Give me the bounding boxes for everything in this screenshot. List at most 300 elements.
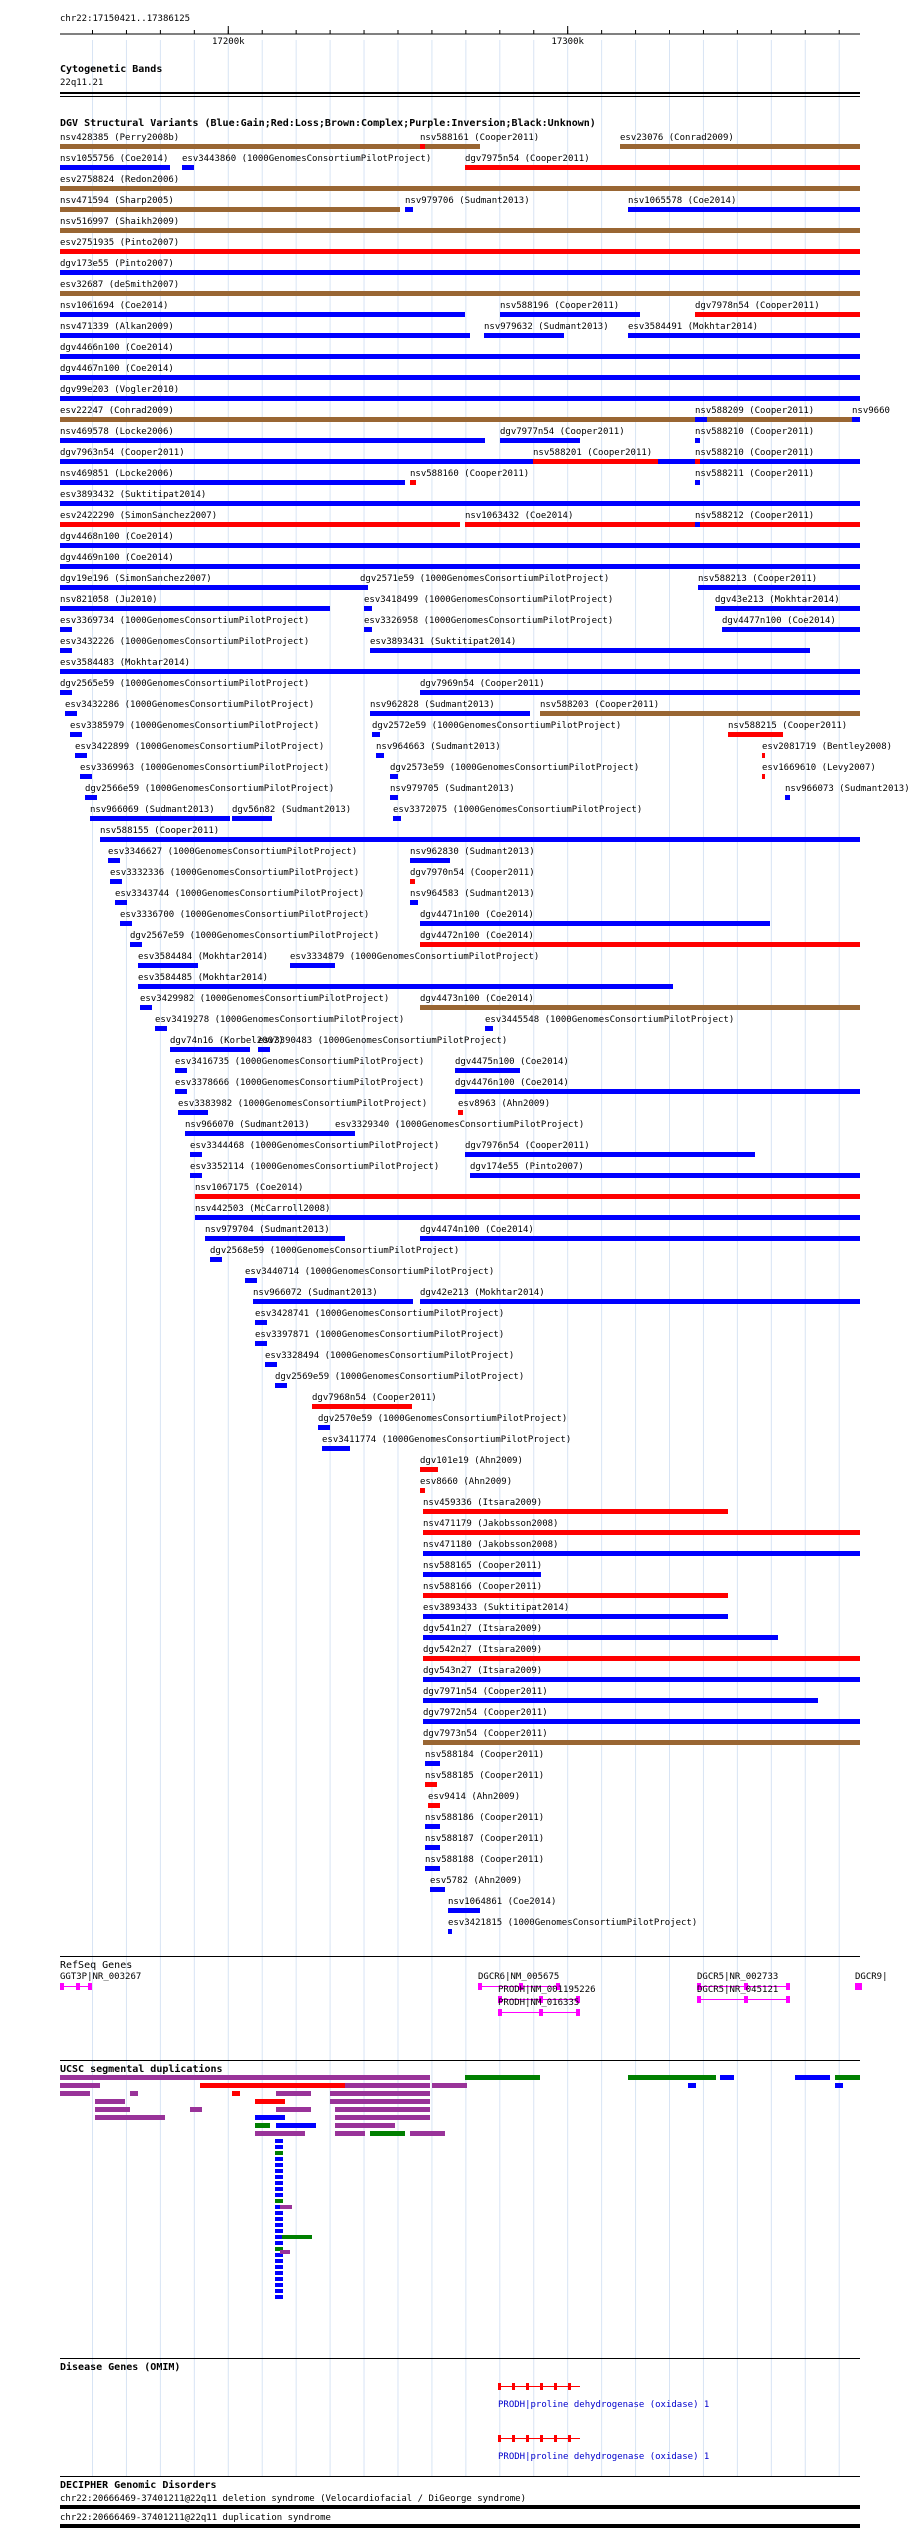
sv-bar[interactable] [420, 1236, 860, 1241]
sv-bar[interactable] [60, 144, 480, 149]
sv-label[interactable]: dgv7970n54 (Cooper2011) [410, 868, 535, 878]
sv-bar[interactable] [110, 879, 122, 884]
sv-label[interactable]: dgv7978n54 (Cooper2011) [695, 301, 820, 311]
sv-bar[interactable] [60, 165, 170, 170]
sv-label[interactable]: esv3893433 (Suktitipat2014) [423, 1603, 570, 1613]
segmental-duplication[interactable] [255, 2115, 285, 2120]
sv-label[interactable]: dgv7975n54 (Cooper2011) [465, 154, 590, 164]
segmental-duplication[interactable] [275, 2271, 283, 2275]
segmental-duplication[interactable] [275, 2229, 283, 2233]
omim-label[interactable]: PRODH|proline dehydrogenase (oxidase) 1 [498, 2400, 710, 2410]
sv-label[interactable]: dgv2567e59 (1000GenomesConsortiumPilotProject) [130, 931, 380, 941]
segmental-duplication[interactable] [95, 2107, 130, 2112]
sv-label[interactable]: nsv588210 (Cooper2011) [695, 427, 815, 437]
sv-bar[interactable] [540, 711, 860, 716]
sv-bar[interactable] [423, 1698, 818, 1703]
sv-label[interactable]: esv3445548 (1000GenomesConsortiumPilotProject) [485, 1015, 735, 1025]
sv-label[interactable]: dgv4467n100 (Coe2014) [60, 364, 174, 374]
sv-bar[interactable] [60, 522, 460, 527]
sv-label[interactable]: esv3334879 (1000GenomesConsortiumPilotProject) [290, 952, 540, 962]
sv-bar[interactable] [60, 438, 485, 443]
segmental-duplication[interactable] [275, 2169, 283, 2173]
sv-label[interactable]: nsv588215 (Cooper2011) [728, 721, 848, 731]
sv-bar[interactable] [448, 1908, 480, 1913]
sv-label[interactable]: nsv962828 (Sudmant2013) [370, 700, 495, 710]
sv-label[interactable]: esv3443860 (1000GenomesConsortiumPilotProject) [182, 154, 432, 164]
sv-bar[interactable] [60, 627, 72, 632]
sv-bar[interactable] [420, 1005, 860, 1010]
sv-label[interactable]: esv3326958 (1000GenomesConsortiumPilotProject) [364, 616, 614, 626]
segmental-duplication[interactable] [330, 2091, 430, 2096]
sv-bar[interactable] [60, 690, 72, 695]
sv-bar[interactable] [425, 1782, 437, 1787]
sv-bar[interactable] [695, 480, 700, 485]
sv-label[interactable]: nsv979706 (Sudmant2013) [405, 196, 530, 206]
sv-label[interactable]: esv3584485 (Mokhtar2014) [138, 973, 269, 983]
sv-label[interactable]: nsv469851 (Locke2006) [60, 469, 174, 479]
sv-label[interactable]: nsv1055756 (Coe2014) [60, 154, 169, 164]
sv-label[interactable]: esv22247 (Conrad2009) [60, 406, 174, 416]
segmental-duplication[interactable] [275, 2241, 283, 2245]
segmental-duplication[interactable] [335, 2107, 430, 2112]
sv-bar[interactable] [60, 354, 860, 359]
segmental-duplication[interactable] [255, 2099, 285, 2104]
sv-label[interactable]: nsv1067175 (Coe2014) [195, 1183, 304, 1193]
sv-bar[interactable] [255, 1341, 267, 1346]
segmental-duplication[interactable] [275, 2223, 283, 2227]
sv-bar[interactable] [75, 753, 87, 758]
segmental-duplication[interactable] [688, 2083, 696, 2088]
sv-label[interactable]: nsv588184 (Cooper2011) [425, 1750, 545, 1760]
sv-label[interactable]: dgv541n27 (Itsara2009) [423, 1624, 543, 1634]
sv-bar[interactable] [195, 1215, 860, 1220]
sv-label[interactable]: nsv588161 (Cooper2011) [420, 133, 540, 143]
sv-label[interactable]: nsv979705 (Sudmant2013) [390, 784, 515, 794]
sv-label[interactable]: nsv979632 (Sudmant2013) [484, 322, 609, 332]
sv-label[interactable]: nsv588188 (Cooper2011) [425, 1855, 545, 1865]
sv-bar[interactable] [265, 1362, 277, 1367]
segmental-duplication[interactable] [275, 2175, 283, 2179]
sv-label[interactable]: dgv7973n54 (Cooper2011) [423, 1729, 548, 1739]
sv-label[interactable]: nsv588209 (Cooper2011) [695, 406, 815, 416]
segmental-duplication[interactable] [275, 2277, 283, 2281]
segmental-duplication[interactable] [275, 2235, 283, 2239]
sv-label[interactable]: nsv1061694 (Coe2014) [60, 301, 169, 311]
sv-bar[interactable] [410, 858, 450, 863]
segmental-duplication[interactable] [275, 2295, 283, 2299]
sv-bar[interactable] [852, 417, 860, 422]
sv-bar[interactable] [695, 522, 700, 527]
sv-bar[interactable] [484, 333, 564, 338]
sv-label[interactable]: dgv4469n100 (Coe2014) [60, 553, 174, 563]
sv-label[interactable]: esv3584491 (Mokhtar2014) [628, 322, 759, 332]
sv-bar[interactable] [455, 1089, 860, 1094]
sv-bar[interactable] [275, 1383, 287, 1388]
sv-label[interactable]: nsv442503 (McCarroll2008) [195, 1204, 331, 1214]
sv-label[interactable]: esv3352114 (1000GenomesConsortiumPilotProject) [190, 1162, 440, 1172]
sv-bar[interactable] [465, 165, 860, 170]
segmental-duplication[interactable] [275, 2151, 283, 2155]
sv-bar[interactable] [376, 753, 384, 758]
sv-bar[interactable] [335, 1131, 355, 1136]
sv-label[interactable]: esv3372075 (1000GenomesConsortiumPilotProject) [393, 805, 643, 815]
sv-bar[interactable] [420, 942, 860, 947]
segmental-duplication[interactable] [276, 2107, 311, 2112]
segmental-duplication[interactable] [335, 2115, 430, 2120]
sv-bar[interactable] [60, 312, 465, 317]
sv-bar[interactable] [423, 1635, 778, 1640]
sv-bar[interactable] [370, 648, 810, 653]
segmental-duplication[interactable] [835, 2075, 860, 2080]
segmental-duplication[interactable] [275, 2199, 283, 2203]
segmental-duplication[interactable] [280, 2250, 290, 2254]
sv-label[interactable]: esv5782 (Ahn2009) [430, 1876, 523, 1886]
sv-bar[interactable] [318, 1425, 330, 1430]
sv-bar[interactable] [420, 144, 425, 149]
sv-label[interactable]: esv3329340 (1000GenomesConsortiumPilotProject) [335, 1120, 585, 1130]
refseq-gene-label[interactable]: DGCR9| [855, 1972, 888, 1982]
sv-label[interactable]: nsv588211 (Cooper2011) [695, 469, 815, 479]
sv-label[interactable]: esv3421815 (1000GenomesConsortiumPilotProject) [448, 1918, 698, 1928]
sv-bar[interactable] [628, 333, 860, 338]
sv-label[interactable]: dgv174e55 (Pinto2007) [470, 1162, 584, 1172]
segmental-duplication[interactable] [628, 2075, 716, 2080]
sv-bar[interactable] [500, 312, 640, 317]
segmental-duplication[interactable] [60, 2075, 430, 2080]
sv-bar[interactable] [430, 1887, 445, 1892]
sv-bar[interactable] [60, 333, 470, 338]
sv-label[interactable]: esv2758824 (Redon2006) [60, 175, 180, 185]
sv-bar[interactable] [420, 690, 860, 695]
sv-label[interactable]: dgv4475n100 (Coe2014) [455, 1057, 569, 1067]
sv-label[interactable]: esv3893432 (Suktitipat2014) [60, 490, 207, 500]
sv-bar[interactable] [205, 1236, 345, 1241]
sv-label[interactable]: esv1669610 (Levy2007) [762, 763, 876, 773]
sv-label[interactable]: esv3383982 (1000GenomesConsortiumPilotProject) [178, 1099, 428, 1109]
sv-label[interactable]: esv3385979 (1000GenomesConsortiumPilotProject) [70, 721, 320, 731]
sv-label[interactable]: dgv7976n54 (Cooper2011) [465, 1141, 590, 1151]
sv-label[interactable]: dgv4466n100 (Coe2014) [60, 343, 174, 353]
sv-label[interactable]: dgv99e203 (Vogler2010) [60, 385, 180, 395]
sv-bar[interactable] [390, 795, 398, 800]
sv-bar[interactable] [60, 669, 860, 674]
sv-bar[interactable] [253, 1299, 413, 1304]
sv-bar[interactable] [533, 459, 658, 464]
segmental-duplication[interactable] [190, 2107, 202, 2112]
sv-bar[interactable] [500, 438, 580, 443]
sv-label[interactable]: esv3419278 (1000GenomesConsortiumPilotProject) [155, 1015, 405, 1025]
sv-label[interactable]: nsv964583 (Sudmant2013) [410, 889, 535, 899]
sv-label[interactable]: nsv516997 (Shaikh2009) [60, 217, 180, 227]
sv-bar[interactable] [100, 837, 860, 842]
sv-bar[interactable] [190, 1152, 202, 1157]
sv-label[interactable]: nsv1064861 (Coe2014) [448, 1897, 557, 1907]
sv-label[interactable]: nsv1065578 (Coe2014) [628, 196, 737, 206]
sv-bar[interactable] [185, 1131, 335, 1136]
sv-label[interactable]: esv3346627 (1000GenomesConsortiumPilotProject) [108, 847, 358, 857]
sv-label[interactable]: nsv9660 [852, 406, 890, 416]
refseq-gene-label[interactable]: PRODH|NM_001195226 [498, 1985, 596, 1995]
segmental-duplication[interactable] [410, 2131, 445, 2136]
sv-bar[interactable] [60, 564, 860, 569]
segmental-duplication[interactable] [345, 2083, 430, 2088]
sv-bar[interactable] [60, 543, 860, 548]
sv-bar[interactable] [170, 1047, 250, 1052]
sv-bar[interactable] [628, 207, 860, 212]
sv-bar[interactable] [60, 270, 860, 275]
sv-label[interactable]: nsv966073 (Sudmant2013) [785, 784, 910, 794]
sv-bar[interactable] [785, 795, 790, 800]
sv-label[interactable]: nsv588213 (Cooper2011) [698, 574, 818, 584]
sv-bar[interactable] [155, 1026, 167, 1031]
segmental-duplication[interactable] [275, 2283, 283, 2287]
refseq-gene-label[interactable]: GGT3P|NR_003267 [60, 1972, 142, 1982]
segmental-duplication[interactable] [465, 2075, 540, 2080]
sv-bar[interactable] [60, 375, 860, 380]
sv-bar[interactable] [423, 1740, 860, 1745]
sv-label[interactable]: nsv966069 (Sudmant2013) [90, 805, 215, 815]
sv-label[interactable]: nsv588203 (Cooper2011) [540, 700, 660, 710]
sv-label[interactable]: esv3369734 (1000GenomesConsortiumPilotProject) [60, 616, 310, 626]
sv-label[interactable]: dgv2565e59 (1000GenomesConsortiumPilotProject) [60, 679, 310, 689]
sv-label[interactable]: nsv459336 (Itsara2009) [423, 1498, 543, 1508]
sv-label[interactable]: dgv2569e59 (1000GenomesConsortiumPilotProject) [275, 1372, 525, 1382]
sv-bar[interactable] [370, 711, 530, 716]
sv-label[interactable]: nsv471179 (Jakobsson2008) [423, 1519, 559, 1529]
sv-label[interactable]: nsv962830 (Sudmant2013) [410, 847, 535, 857]
segmental-duplication[interactable] [275, 2139, 283, 2143]
sv-bar[interactable] [722, 627, 860, 632]
sv-bar[interactable] [420, 1299, 860, 1304]
decipher-bar[interactable] [60, 2505, 860, 2509]
sv-label[interactable]: esv8660 (Ahn2009) [420, 1477, 513, 1487]
sv-label[interactable]: esv3428741 (1000GenomesConsortiumPilotProject) [255, 1309, 505, 1319]
omim-label[interactable]: PRODH|proline dehydrogenase (oxidase) 1 [498, 2452, 710, 2462]
sv-bar[interactable] [195, 1194, 860, 1199]
segmental-duplication[interactable] [280, 2205, 292, 2209]
sv-label[interactable]: esv3432286 (1000GenomesConsortiumPilotProject) [65, 700, 315, 710]
sv-label[interactable]: dgv2573e59 (1000GenomesConsortiumPilotProject) [390, 763, 640, 773]
segmental-duplication[interactable] [335, 2131, 365, 2136]
sv-bar[interactable] [620, 144, 860, 149]
refseq-gene-label[interactable]: DGCR6|NM_005675 [478, 1972, 560, 1982]
segmental-duplication[interactable] [275, 2211, 283, 2215]
sv-label[interactable]: esv3893431 (Suktitipat2014) [370, 637, 517, 647]
segmental-duplication[interactable] [275, 2259, 283, 2263]
segmental-duplication[interactable] [275, 2163, 283, 2167]
sv-bar[interactable] [245, 1278, 257, 1283]
sv-label[interactable]: dgv4474n100 (Coe2014) [420, 1225, 534, 1235]
sv-bar[interactable] [410, 480, 416, 485]
segmental-duplication[interactable] [835, 2083, 843, 2088]
sv-label[interactable]: nsv1063432 (Coe2014) [465, 511, 574, 521]
sv-bar[interactable] [390, 774, 398, 779]
sv-label[interactable]: dgv19e196 (SimonSanchez2007) [60, 574, 212, 584]
sv-bar[interactable] [425, 1824, 440, 1829]
sv-bar[interactable] [762, 753, 765, 758]
sv-bar[interactable] [420, 921, 770, 926]
sv-bar[interactable] [715, 606, 860, 611]
sv-label[interactable]: dgv173e55 (Pinto2007) [60, 259, 174, 269]
sv-bar[interactable] [485, 1026, 493, 1031]
refseq-gene-label[interactable]: PRODH|NM_016335 [498, 1998, 580, 2008]
segmental-duplication[interactable] [95, 2099, 125, 2104]
sv-bar[interactable] [425, 1866, 440, 1871]
sv-bar[interactable] [70, 732, 82, 737]
sv-label[interactable]: esv3343744 (1000GenomesConsortiumPilotProject) [115, 889, 365, 899]
sv-label[interactable]: esv3440714 (1000GenomesConsortiumPilotProject) [245, 1267, 495, 1277]
sv-label[interactable]: dgv542n27 (Itsara2009) [423, 1645, 543, 1655]
sv-bar[interactable] [372, 732, 380, 737]
sv-bar[interactable] [695, 438, 700, 443]
sv-bar[interactable] [423, 1551, 860, 1556]
sv-label[interactable]: nsv588186 (Cooper2011) [425, 1813, 545, 1823]
decipher-label[interactable]: chr22:20666469-37401211@22q11 duplication syndrome [60, 2513, 331, 2523]
sv-label[interactable]: nsv588212 (Cooper2011) [695, 511, 815, 521]
sv-bar[interactable] [423, 1656, 860, 1661]
sv-bar[interactable] [175, 1068, 187, 1073]
sv-label[interactable]: dgv7963n54 (Cooper2011) [60, 448, 185, 458]
sv-label[interactable]: nsv966072 (Sudmant2013) [253, 1288, 378, 1298]
sv-bar[interactable] [190, 1173, 202, 1178]
segmental-duplication[interactable] [275, 2265, 283, 2269]
sv-bar[interactable] [60, 585, 360, 590]
sv-label[interactable]: nsv821058 (Ju2010) [60, 595, 158, 605]
sv-bar[interactable] [60, 186, 860, 191]
sv-label[interactable]: nsv471339 (Alkan2009) [60, 322, 174, 332]
sv-label[interactable]: dgv7977n54 (Cooper2011) [500, 427, 625, 437]
sv-bar[interactable] [423, 1677, 860, 1682]
sv-label[interactable]: esv3378666 (1000GenomesConsortiumPilotProject) [175, 1078, 425, 1088]
sv-bar[interactable] [420, 1488, 425, 1493]
sv-label[interactable]: nsv471180 (Jakobsson2008) [423, 1540, 559, 1550]
segmental-duplication[interactable] [275, 2289, 283, 2293]
sv-bar[interactable] [465, 1152, 755, 1157]
sv-bar[interactable] [60, 291, 860, 296]
segmental-duplication[interactable] [255, 2123, 270, 2128]
sv-bar[interactable] [360, 585, 368, 590]
segmental-duplication[interactable] [95, 2115, 165, 2120]
sv-label[interactable]: dgv2566e59 (1000GenomesConsortiumPilotProject) [85, 784, 335, 794]
segmental-duplication[interactable] [275, 2157, 283, 2161]
sv-label[interactable]: dgv4473n100 (Coe2014) [420, 994, 534, 1004]
sv-bar[interactable] [423, 1509, 728, 1514]
sv-bar[interactable] [85, 795, 97, 800]
sv-bar[interactable] [60, 501, 860, 506]
sv-bar[interactable] [60, 396, 860, 401]
sv-label[interactable]: dgv4468n100 (Coe2014) [60, 532, 174, 542]
sv-bar[interactable] [410, 879, 415, 884]
sv-bar[interactable] [698, 585, 860, 590]
segmental-duplication[interactable] [335, 2123, 395, 2128]
sv-bar[interactable] [120, 921, 132, 926]
sv-bar[interactable] [423, 1572, 541, 1577]
sv-bar[interactable] [695, 312, 860, 317]
sv-bar[interactable] [60, 480, 405, 485]
sv-bar[interactable] [470, 1173, 860, 1178]
sv-bar[interactable] [695, 417, 707, 422]
segmental-duplication[interactable] [275, 2193, 283, 2197]
sv-label[interactable]: esv3397871 (1000GenomesConsortiumPilotProject) [255, 1330, 505, 1340]
sv-label[interactable]: esv2422290 (SimonSanchez2007) [60, 511, 218, 521]
sv-label[interactable]: esv9414 (Ahn2009) [428, 1792, 521, 1802]
sv-bar[interactable] [60, 249, 860, 254]
sv-label[interactable]: dgv4472n100 (Coe2014) [420, 931, 534, 941]
sv-label[interactable]: nsv588166 (Cooper2011) [423, 1582, 543, 1592]
sv-label[interactable]: esv3390483 (1000GenomesConsortiumPilotProject) [258, 1036, 508, 1046]
sv-label[interactable]: nsv588185 (Cooper2011) [425, 1771, 545, 1781]
sv-bar[interactable] [60, 459, 860, 464]
sv-bar[interactable] [423, 1719, 860, 1724]
segmental-duplication[interactable] [276, 2123, 316, 2128]
sv-bar[interactable] [290, 963, 335, 968]
sv-label[interactable]: esv2751935 (Pinto2007) [60, 238, 180, 248]
segmental-duplication[interactable] [200, 2083, 345, 2088]
sv-label[interactable]: esv3336700 (1000GenomesConsortiumPilotProject) [120, 910, 370, 920]
sv-bar[interactable] [60, 207, 400, 212]
sv-bar[interactable] [405, 207, 413, 212]
sv-label[interactable]: dgv4476n100 (Coe2014) [455, 1078, 569, 1088]
sv-label[interactable]: esv3432226 (1000GenomesConsortiumPilotProject) [60, 637, 310, 647]
sv-label[interactable]: nsv964663 (Sudmant2013) [376, 742, 501, 752]
sv-bar[interactable] [423, 1614, 728, 1619]
sv-label[interactable]: dgv543n27 (Itsara2009) [423, 1666, 543, 1676]
sv-bar[interactable] [423, 1530, 860, 1535]
sv-bar[interactable] [364, 627, 372, 632]
segmental-duplication[interactable] [370, 2131, 405, 2136]
sv-label[interactable]: nsv588165 (Cooper2011) [423, 1561, 543, 1571]
sv-label[interactable]: dgv43e213 (Mokhtar2014) [715, 595, 840, 605]
sv-bar[interactable] [60, 606, 330, 611]
sv-bar[interactable] [364, 606, 372, 611]
sv-bar[interactable] [60, 417, 860, 422]
sv-bar[interactable] [420, 1467, 438, 1472]
sv-bar[interactable] [232, 816, 272, 821]
sv-label[interactable]: esv3344468 (1000GenomesConsortiumPilotProject) [190, 1141, 440, 1151]
sv-bar[interactable] [60, 228, 860, 233]
sv-bar[interactable] [210, 1257, 222, 1262]
sv-label[interactable]: esv32687 (deSmith2007) [60, 280, 180, 290]
sv-bar[interactable] [138, 963, 198, 968]
sv-bar[interactable] [428, 1803, 440, 1808]
sv-label[interactable]: nsv588196 (Cooper2011) [500, 301, 620, 311]
segmental-duplication[interactable] [276, 2091, 311, 2096]
sv-bar[interactable] [90, 816, 230, 821]
sv-bar[interactable] [182, 165, 194, 170]
sv-bar[interactable] [178, 1110, 208, 1115]
sv-label[interactable]: nsv588155 (Cooper2011) [100, 826, 220, 836]
sv-label[interactable]: nsv588201 (Cooper2011) [533, 448, 653, 458]
sv-bar[interactable] [425, 1845, 440, 1850]
sv-label[interactable]: esv3411774 (1000GenomesConsortiumPilotProject) [322, 1435, 572, 1445]
segmental-duplication[interactable] [275, 2187, 283, 2191]
sv-label[interactable]: dgv42e213 (Mokhtar2014) [420, 1288, 545, 1298]
sv-label[interactable]: nsv469578 (Locke2006) [60, 427, 174, 437]
sv-bar[interactable] [410, 900, 418, 905]
sv-bar[interactable] [458, 1110, 463, 1115]
sv-label[interactable]: dgv2572e59 (1000GenomesConsortiumPilotProject) [372, 721, 622, 731]
sv-bar[interactable] [448, 1929, 452, 1934]
sv-label[interactable]: nsv471594 (Sharp2005) [60, 196, 174, 206]
sv-bar[interactable] [175, 1089, 187, 1094]
sv-label[interactable]: nsv588160 (Cooper2011) [410, 469, 530, 479]
segmental-duplication[interactable] [60, 2083, 100, 2088]
sv-bar[interactable] [138, 984, 673, 989]
sv-label[interactable]: dgv7968n54 (Cooper2011) [312, 1393, 437, 1403]
sv-label[interactable]: dgv4471n100 (Coe2014) [420, 910, 534, 920]
sv-label[interactable]: esv8963 (Ahn2009) [458, 1099, 551, 1109]
segmental-duplication[interactable] [60, 2091, 90, 2096]
